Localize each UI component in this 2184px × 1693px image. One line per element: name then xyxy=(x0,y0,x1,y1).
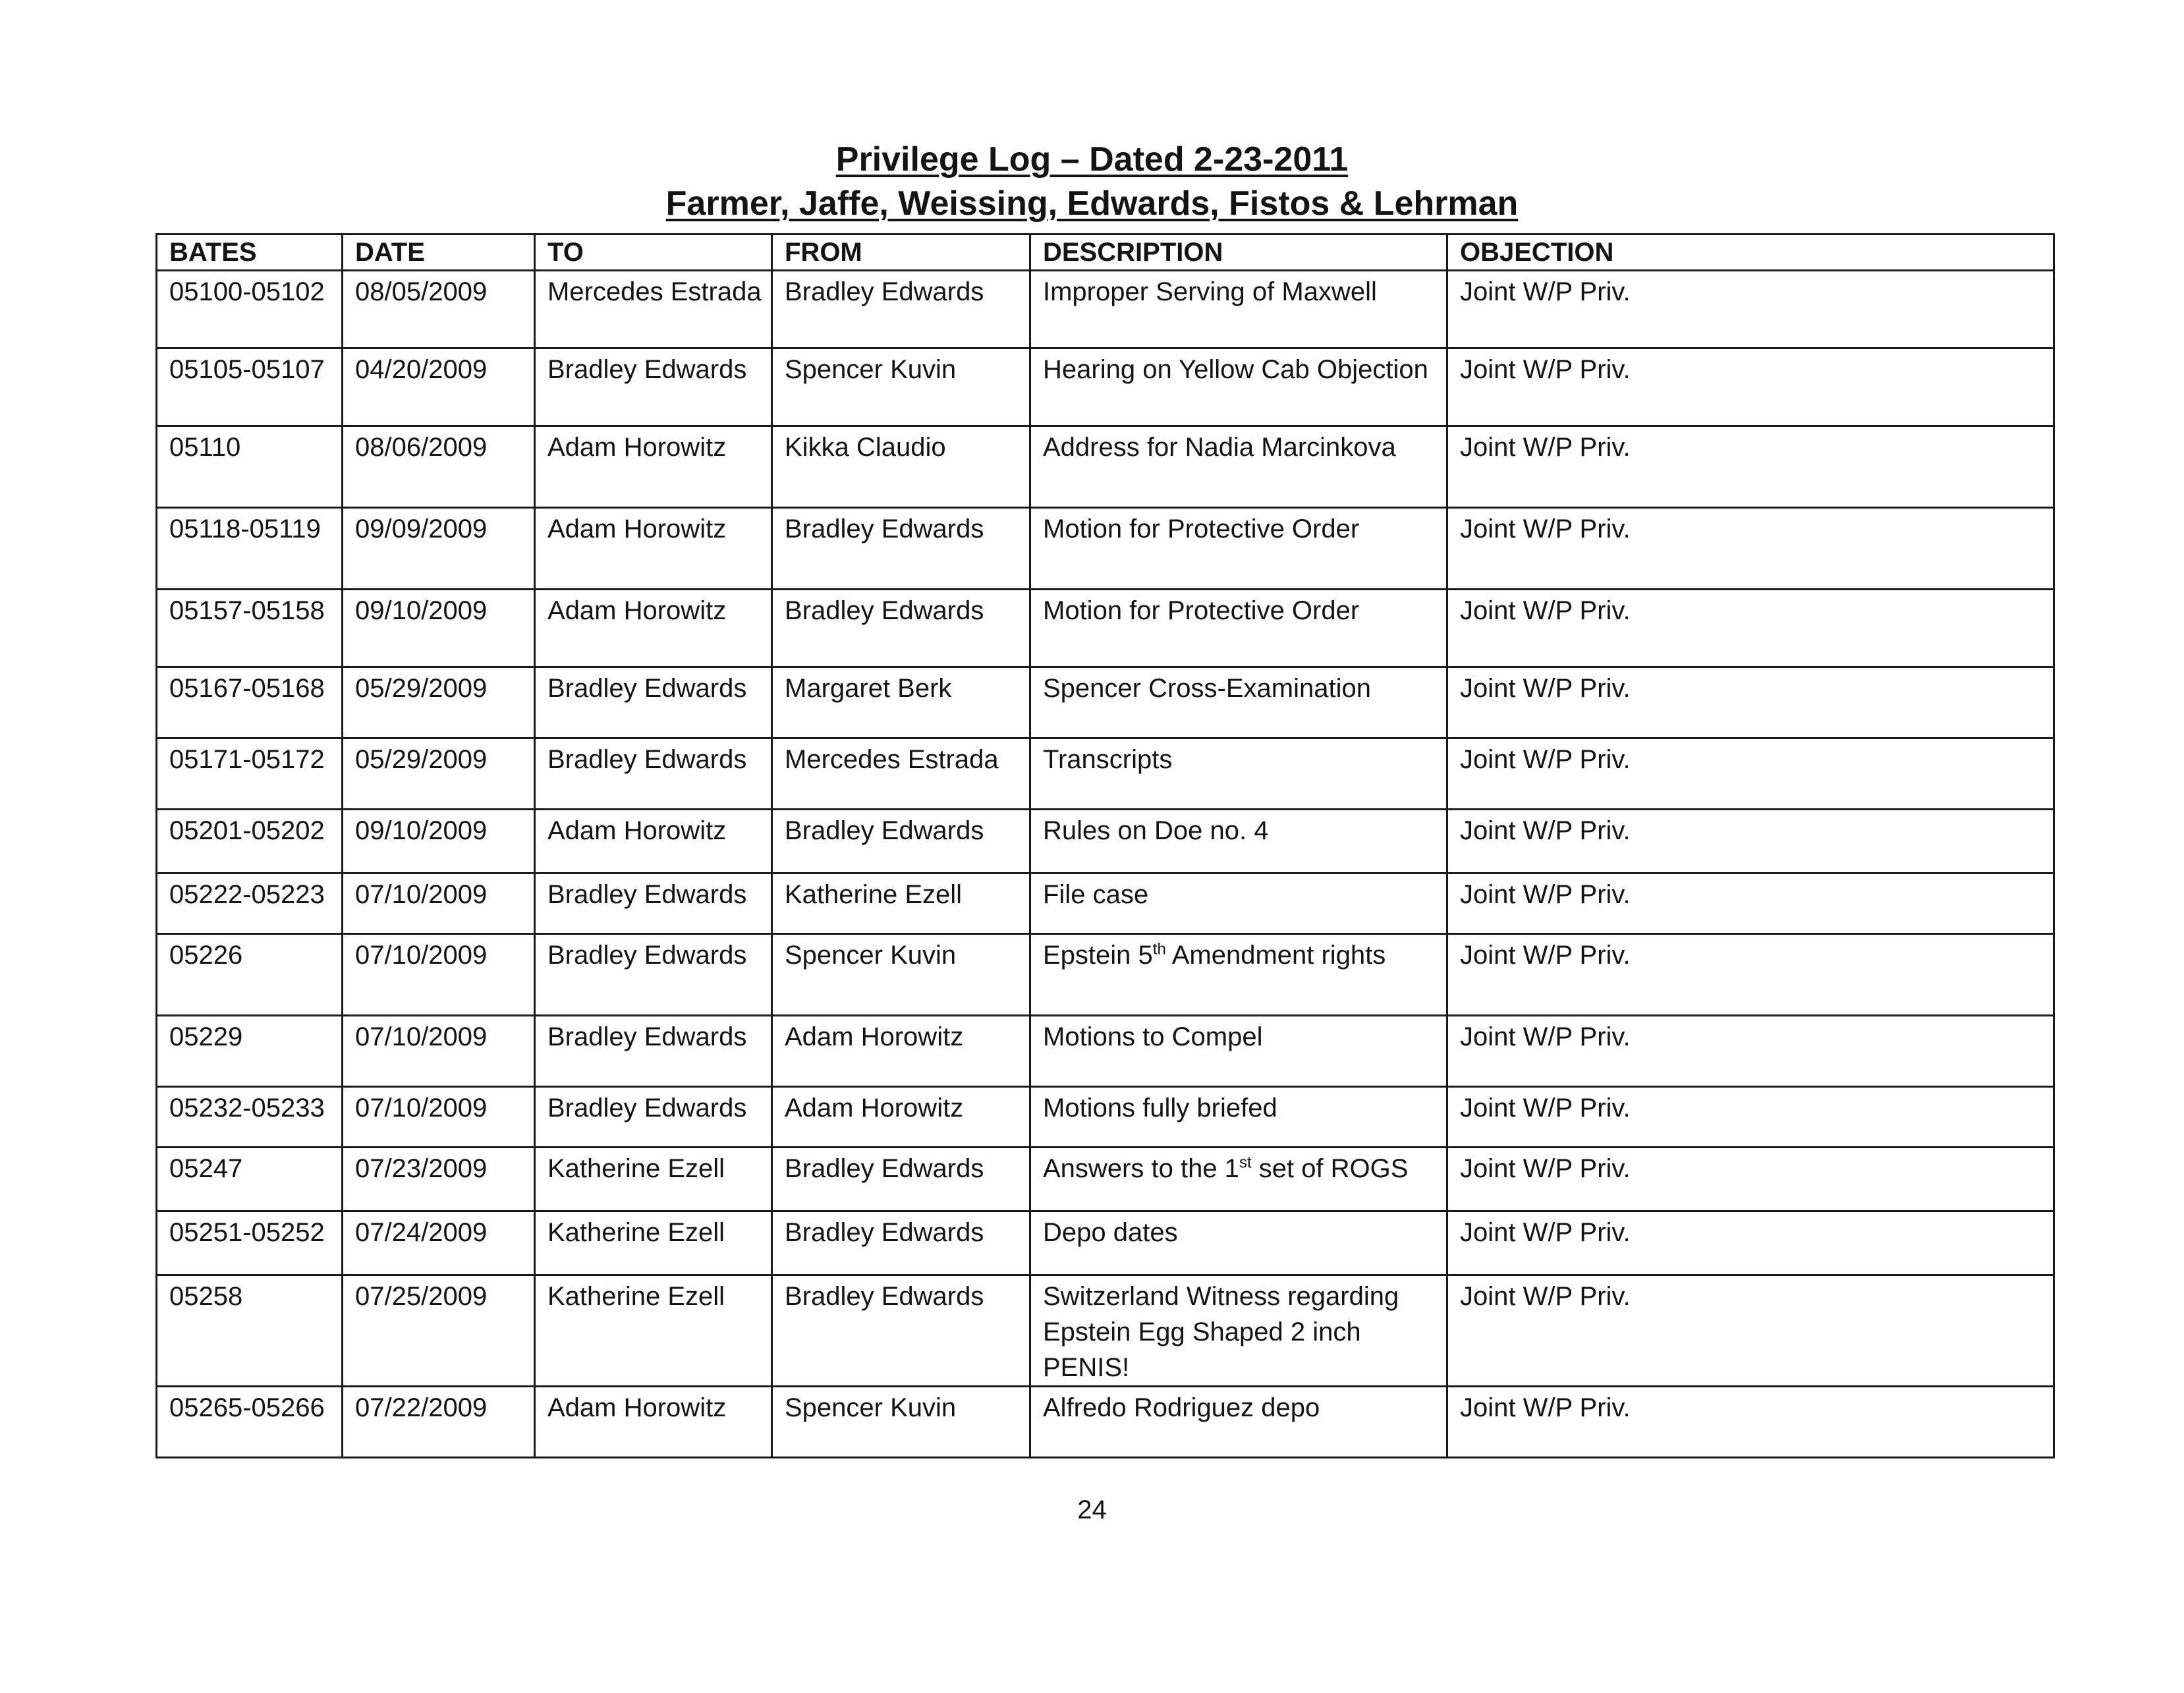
page-subtitle: Farmer, Jaffe, Weissing, Edwards, Fistos & Lehrman xyxy=(665,184,1519,223)
cell-objection: Joint W/P Priv. xyxy=(1447,271,2054,348)
cell-bates: 05265-05266 xyxy=(157,1387,343,1458)
cell-date: 09/10/2009 xyxy=(343,590,535,667)
cell-objection: Joint W/P Priv. xyxy=(1447,348,2054,426)
cell-date: 09/10/2009 xyxy=(343,810,535,874)
description-text: Epstein 5 xyxy=(1043,941,1153,970)
cell-date: 07/10/2009 xyxy=(343,874,535,934)
table-row xyxy=(157,1087,2054,1148)
cell-objection: Joint W/P Priv. xyxy=(1447,1387,2054,1458)
cell-from: Kikka Claudio xyxy=(772,426,1030,508)
ordinal-suffix: st xyxy=(1239,1153,1252,1172)
cell-to: Adam Horowitz xyxy=(535,590,772,667)
cell-date: 07/23/2009 xyxy=(343,1148,535,1211)
cell-from: Mercedes Estrada xyxy=(772,738,1030,810)
cell-bates: 05251-05252 xyxy=(157,1211,343,1275)
cell-to: Bradley Edwards xyxy=(535,934,772,1016)
table-row xyxy=(157,667,2054,738)
cell-to: Katherine Ezell xyxy=(535,1275,772,1387)
page-title: Privilege Log – Dated 2-23-2011 xyxy=(835,140,1349,179)
cell-description: Motion for Protective Order xyxy=(1030,508,1447,590)
cell-description: Motions fully briefed xyxy=(1030,1087,1447,1148)
cell-from: Margaret Berk xyxy=(772,667,1030,738)
cell-to: Adam Horowitz xyxy=(535,1387,772,1458)
table-row xyxy=(157,508,2054,590)
cell-date: 05/29/2009 xyxy=(343,738,535,810)
cell-date: 09/09/2009 xyxy=(343,508,535,590)
cell-description xyxy=(1030,1148,1447,1211)
table-row xyxy=(157,1148,2054,1211)
cell-to: Bradley Edwards xyxy=(535,874,772,934)
table-row xyxy=(157,934,2054,1016)
cell-bates: 05201-05202 xyxy=(157,810,343,874)
cell-to: Bradley Edwards xyxy=(535,667,772,738)
cell-objection: Joint W/P Priv. xyxy=(1447,738,2054,810)
cell-description: Hearing on Yellow Cab Objection xyxy=(1030,348,1447,426)
cell-objection: Joint W/P Priv. xyxy=(1447,590,2054,667)
cell-date: 04/20/2009 xyxy=(343,348,535,426)
cell-bates: 05247 xyxy=(157,1148,343,1211)
table-row xyxy=(157,590,2054,667)
cell-from: Spencer Kuvin xyxy=(772,348,1030,426)
table-row xyxy=(157,874,2054,934)
table-row xyxy=(157,738,2054,810)
cell-to: Adam Horowitz xyxy=(535,810,772,874)
description-text: Amendment rights xyxy=(1165,941,1386,970)
cell-objection: Joint W/P Priv. xyxy=(1447,1148,2054,1211)
cell-from: Bradley Edwards xyxy=(772,590,1030,667)
column-header-bates: BATES xyxy=(157,235,343,271)
cell-description: Improper Serving of Maxwell xyxy=(1030,271,1447,348)
cell-bates: 05171-05172 xyxy=(157,738,343,810)
table-row xyxy=(157,1387,2054,1458)
cell-description xyxy=(1030,934,1447,1016)
cell-to: Bradley Edwards xyxy=(535,1087,772,1148)
cell-bates: 05100-05102 xyxy=(157,271,343,348)
cell-bates: 05105-05107 xyxy=(157,348,343,426)
cell-from: Katherine Ezell xyxy=(772,874,1030,934)
cell-objection: Joint W/P Priv. xyxy=(1447,426,2054,508)
cell-from: Bradley Edwards xyxy=(772,1211,1030,1275)
cell-description: Motions to Compel xyxy=(1030,1016,1447,1087)
table-row xyxy=(157,1211,2054,1275)
cell-from: Spencer Kuvin xyxy=(772,1387,1030,1458)
cell-description: Transcripts xyxy=(1030,738,1447,810)
cell-date: 05/29/2009 xyxy=(343,667,535,738)
cell-bates: 05110 xyxy=(157,426,343,508)
cell-objection: Joint W/P Priv. xyxy=(1447,934,2054,1016)
cell-date: 07/22/2009 xyxy=(343,1387,535,1458)
cell-objection: Joint W/P Priv. xyxy=(1447,810,2054,874)
cell-from: Bradley Edwards xyxy=(772,810,1030,874)
cell-description: Address for Nadia Marcinkova xyxy=(1030,426,1447,508)
cell-objection: Joint W/P Priv. xyxy=(1447,1087,2054,1148)
cell-from: Adam Horowitz xyxy=(772,1087,1030,1148)
cell-objection: Joint W/P Priv. xyxy=(1447,667,2054,738)
column-header-from: FROM xyxy=(772,235,1030,271)
table-row xyxy=(157,1275,2054,1387)
column-header-date: DATE xyxy=(343,235,535,271)
table-row xyxy=(157,810,2054,874)
cell-to: Mercedes Estrada xyxy=(535,271,772,348)
cell-from: Bradley Edwards xyxy=(772,1148,1030,1211)
cell-bates: 05232-05233 xyxy=(157,1087,343,1148)
cell-description: Depo dates xyxy=(1030,1211,1447,1275)
cell-bates: 05226 xyxy=(157,934,343,1016)
cell-from: Adam Horowitz xyxy=(772,1016,1030,1087)
cell-bates: 05229 xyxy=(157,1016,343,1087)
cell-to: Katherine Ezell xyxy=(535,1211,772,1275)
table-header-row xyxy=(157,235,2054,271)
table-row xyxy=(157,348,2054,426)
cell-to: Adam Horowitz xyxy=(535,426,772,508)
cell-description: Motion for Protective Order xyxy=(1030,590,1447,667)
cell-from: Bradley Edwards xyxy=(772,508,1030,590)
description-text: Answers to the 1 xyxy=(1043,1154,1239,1183)
cell-objection: Joint W/P Priv. xyxy=(1447,508,2054,590)
cell-to: Katherine Ezell xyxy=(535,1148,772,1211)
privilege-log-table xyxy=(155,233,2055,1458)
page-number: 24 xyxy=(1077,1495,1107,1524)
cell-to: Bradley Edwards xyxy=(535,1016,772,1087)
cell-date: 07/10/2009 xyxy=(343,1087,535,1148)
column-header-description: DESCRIPTION xyxy=(1030,235,1447,271)
cell-bates: 05222-05223 xyxy=(157,874,343,934)
cell-from: Spencer Kuvin xyxy=(772,934,1030,1016)
ordinal-suffix: th xyxy=(1152,940,1166,958)
cell-date: 07/25/2009 xyxy=(343,1275,535,1387)
cell-description: Alfredo Rodriguez depo xyxy=(1030,1387,1447,1458)
cell-date: 07/10/2009 xyxy=(343,1016,535,1087)
cell-to: Bradley Edwards xyxy=(535,348,772,426)
cell-bates: 05167-05168 xyxy=(157,667,343,738)
table-row xyxy=(157,426,2054,508)
cell-from: Bradley Edwards xyxy=(772,271,1030,348)
column-header-objection: OBJECTION xyxy=(1447,235,2054,271)
cell-description: Rules on Doe no. 4 xyxy=(1030,810,1447,874)
cell-from: Bradley Edwards xyxy=(772,1275,1030,1387)
table-row xyxy=(157,271,2054,348)
cell-bates: 05157-05158 xyxy=(157,590,343,667)
cell-description: File case xyxy=(1030,874,1447,934)
cell-objection: Joint W/P Priv. xyxy=(1447,1211,2054,1275)
cell-objection: Joint W/P Priv. xyxy=(1447,874,2054,934)
cell-date: 08/05/2009 xyxy=(343,271,535,348)
cell-date: 08/06/2009 xyxy=(343,426,535,508)
description-text: set of ROGS xyxy=(1251,1154,1409,1183)
cell-date: 07/10/2009 xyxy=(343,934,535,1016)
cell-description: Switzerland Witness regarding Epstein Egg Shaped 2 inch PENIS! xyxy=(1030,1275,1447,1387)
cell-bates: 05258 xyxy=(157,1275,343,1387)
cell-objection: Joint W/P Priv. xyxy=(1447,1016,2054,1087)
column-header-to: TO xyxy=(535,235,772,271)
table-row xyxy=(157,1016,2054,1087)
cell-to: Bradley Edwards xyxy=(535,738,772,810)
cell-description: Spencer Cross-Examination xyxy=(1030,667,1447,738)
cell-objection: Joint W/P Priv. xyxy=(1447,1275,2054,1387)
cell-to: Adam Horowitz xyxy=(535,508,772,590)
cell-date: 07/24/2009 xyxy=(343,1211,535,1275)
cell-bates: 05118-05119 xyxy=(157,508,343,590)
